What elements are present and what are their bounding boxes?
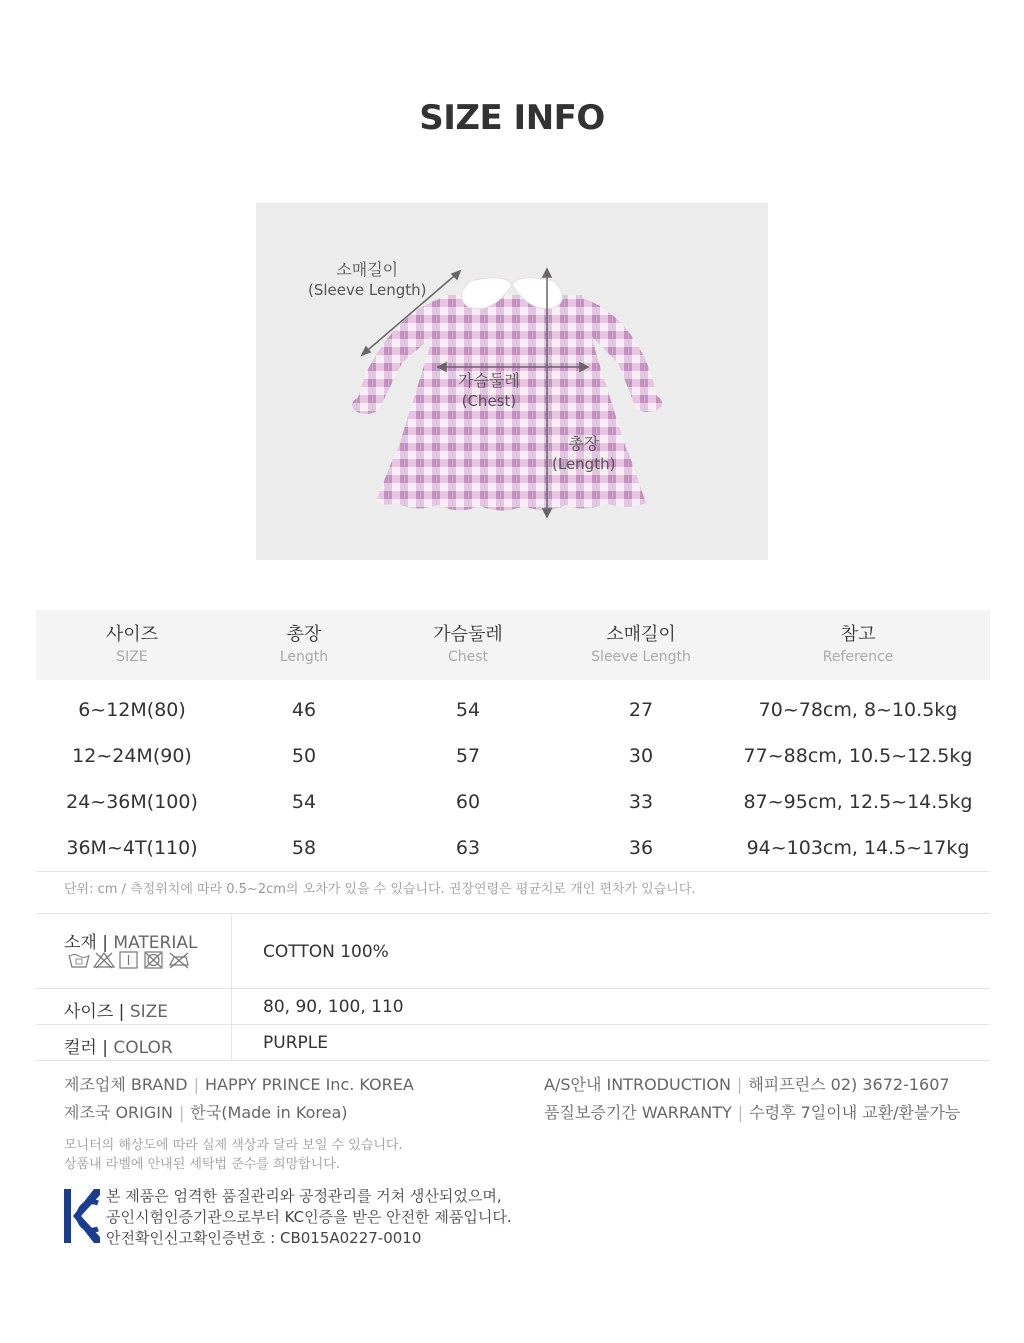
size-label: 사이즈 | SIZE <box>64 1002 169 1022</box>
color-value: PURPLE <box>263 1033 328 1053</box>
sleeve-length-ko: 소매길이 <box>336 260 399 279</box>
divider <box>36 913 990 914</box>
kc-line: 본 제품은 엄격한 품질관리와 공정관리를 거쳐 생산되었으며, <box>106 1187 502 1205</box>
kc-line: 안전확인신고확인증번호 : CB015A0227-0010 <box>106 1229 422 1247</box>
table-row <box>36 733 990 779</box>
table-row <box>36 680 990 733</box>
no-tumble-dry-icon <box>143 951 165 969</box>
cell-size: 6~12M(80) <box>78 698 186 721</box>
cell-chest: 54 <box>455 698 481 721</box>
cell-sleeve: 30 <box>628 745 654 767</box>
length-en: (Length) <box>552 455 616 473</box>
material-value: COTTON 100% <box>263 942 389 962</box>
divider <box>36 988 990 989</box>
no-bleach-icon <box>93 951 115 969</box>
chest-en: (Chest) <box>461 392 517 410</box>
cell-sleeve: 33 <box>628 791 654 813</box>
kc-line: 공인시험인증기관으로부터 KC인증을 받은 안전한 제품입니다. <box>106 1208 512 1226</box>
cell-length: 58 <box>291 837 317 859</box>
cell-length: 54 <box>291 791 317 813</box>
divider <box>36 1060 990 1061</box>
cell-length: 50 <box>291 745 317 767</box>
size-value: 80, 90, 100, 110 <box>263 997 404 1017</box>
cell-reference: 94~103cm, 14.5~17kg <box>746 837 970 859</box>
brand-info: 제조업체 BRAND | HAPPY PRINCE Inc. KOREA <box>64 1075 414 1094</box>
column-divider <box>231 914 232 1060</box>
header-size: 사이즈 SIZE <box>105 624 159 665</box>
origin-info: 제조국 ORIGIN | 한국(Made in Korea) <box>64 1103 348 1122</box>
divider <box>36 871 990 872</box>
color-label: 컬러 | COLOR <box>64 1038 173 1058</box>
cell-size: 36M~4T(110) <box>66 837 198 859</box>
header-chest: 가슴둘레 Chest <box>433 624 503 665</box>
cell-sleeve: 27 <box>628 698 654 721</box>
product-diagram <box>256 203 768 560</box>
table-row <box>36 779 990 825</box>
header-length: 총장 Length <box>279 624 329 665</box>
measurement-note: 단위: cm / 측정위치에 따라 0.5~2cm의 오차가 있을 수 있습니다. 권장연령은 평균치로 개인 편차가 있습니다. <box>64 882 696 897</box>
cell-reference: 87~95cm, 12.5~14.5kg <box>743 791 973 813</box>
sleeve-length-label <box>308 260 426 300</box>
cell-size: 24~36M(100) <box>66 791 198 813</box>
disclaimer <box>64 1136 403 1174</box>
no-iron-icon <box>168 951 190 969</box>
header-reference: 참고 Reference <box>822 624 894 665</box>
cell-sleeve: 36 <box>628 837 654 859</box>
wash-tub-icon <box>68 951 90 969</box>
chest-label <box>458 371 520 411</box>
cell-chest: 57 <box>455 745 481 767</box>
sleeve-length-en: (Sleeve Length) <box>308 281 427 299</box>
kc-mark-icon <box>64 1189 100 1243</box>
cell-chest: 60 <box>455 791 481 813</box>
table-header-row <box>36 610 990 680</box>
chest-ko: 가슴둘레 <box>458 371 520 390</box>
length-label <box>552 434 615 474</box>
cell-length: 46 <box>291 698 317 721</box>
page-title: SIZE INFO <box>419 98 605 138</box>
header-sleeve-length: 소매길이 Sleeve Length <box>591 624 691 665</box>
table-row <box>36 825 990 871</box>
divider <box>36 1024 990 1025</box>
line-dry-icon <box>118 951 140 969</box>
kc-certification-text <box>106 1186 512 1249</box>
cell-reference: 70~78cm, 8~10.5kg <box>758 698 958 721</box>
care-icons <box>68 951 190 969</box>
cell-size: 12~24M(90) <box>72 745 192 767</box>
warranty-info: 품질보증기간 WARRANTY | 수령후 7일이내 교환/환불가능 <box>544 1103 961 1122</box>
cell-chest: 63 <box>455 837 481 859</box>
disclaimer-line: 모니터의 해상도에 따라 실제 색상과 달라 보일 수 있습니다. <box>64 1138 403 1153</box>
size-table <box>36 610 990 871</box>
cell-reference: 77~88cm, 10.5~12.5kg <box>743 745 973 767</box>
as-info: A/S안내 INTRODUCTION | 해피프린스 02) 3672-1607 <box>544 1075 950 1094</box>
disclaimer-line: 상품내 라벨에 안내된 세탁법 준수를 희망합니다. <box>64 1157 340 1172</box>
length-ko: 총장 <box>568 434 600 453</box>
material-label: 소재 | MATERIAL <box>64 933 198 953</box>
